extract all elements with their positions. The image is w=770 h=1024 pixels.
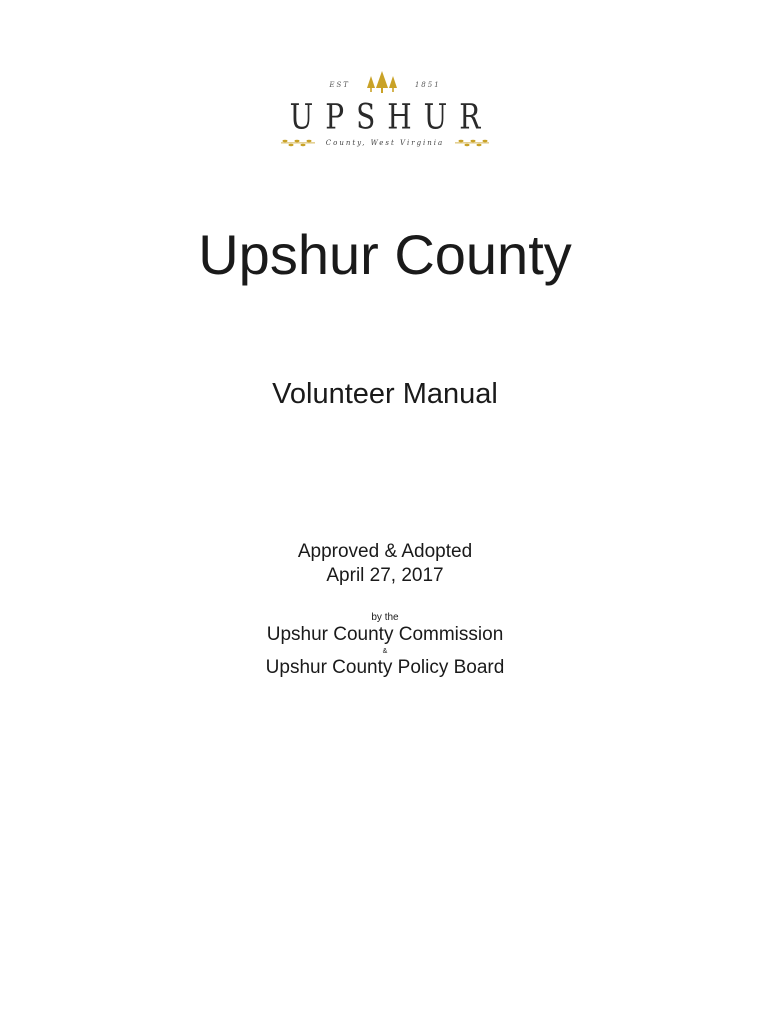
logo-est-label: EST (329, 80, 350, 89)
page-title: Upshur County (198, 223, 572, 286)
logo-est-row (0, 70, 770, 99)
commission-name: Upshur County Commission (266, 624, 504, 645)
laurel-left-icon (281, 134, 315, 152)
logo-year: 1851 (414, 80, 441, 89)
approval-line: Approved & Adopted (297, 541, 473, 562)
policy-board-name: Upshur County Policy Board (265, 657, 505, 678)
ampersand-label: & (382, 648, 388, 655)
pine-trees-icon (364, 70, 400, 99)
approval-block (0, 540, 770, 588)
logo-subtitle: County, West Virginia (325, 139, 445, 147)
logo-subtitle-row (0, 134, 770, 152)
approval-date: April 27, 2017 (326, 565, 444, 586)
by-the-label: by the (371, 612, 399, 623)
upshur-logo (0, 62, 770, 162)
logo-wordmark: UPSHUR (289, 96, 493, 138)
laurel-right-icon (455, 134, 489, 152)
page-subtitle: Volunteer Manual (272, 378, 498, 410)
